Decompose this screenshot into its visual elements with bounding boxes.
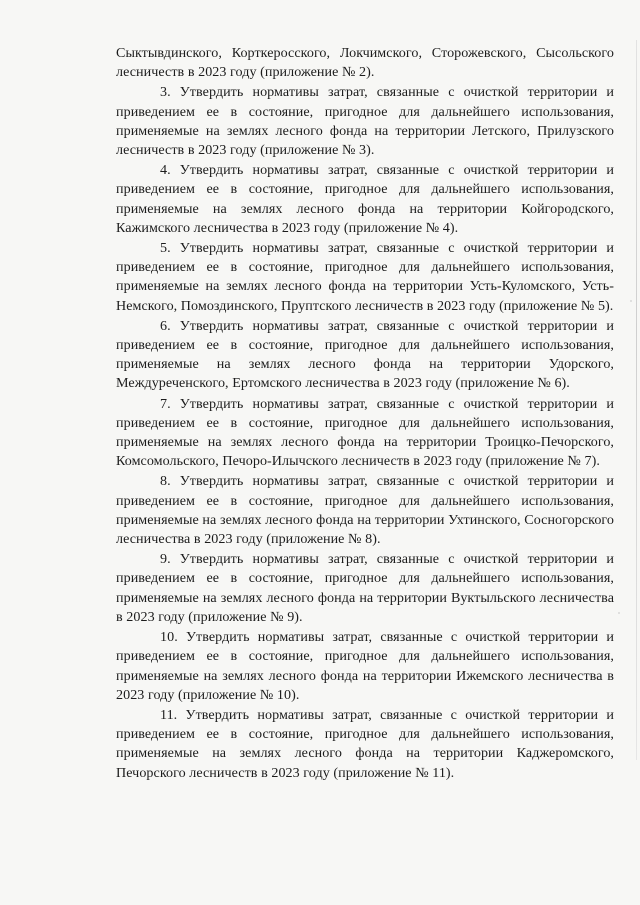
paragraph-item-11: 11. Утвердить нормативы затрат, связанные с очисткой территории и приведением ее в состояние, пригодное для дальнейшего использования, применяемые на землях лесного фонда на территории Каджеромского, Печорского лесничеств в 2023 году (приложение № 11). — [116, 706, 614, 781]
paragraph-item-10: 10. Утвердить нормативы затрат, связанные с очисткой территории и приведением ее в состояние, пригодное для дальнейшего использования, применяемые на землях лесного фонда на территории Ижемского лесничества в 2023 году (приложение № 10). — [116, 629, 614, 703]
paragraph-item-4: 4. Утвердить нормативы затрат, связанные с очисткой территории и приведением ее в состояние, пригодное для дальнейшего использования, применяемые на землях лесного фонда на территории Койгородского, Кажимского лесничества в 2023 году (приложение № 4). — [116, 162, 614, 236]
paragraph-continuation: Сыктывдинского, Корткеросского, Локчимского, Сторожевского, Сысольского лесничеств в 2023 году (приложение № 2). — [116, 45, 614, 81]
scan-speck — [630, 300, 632, 302]
paragraph-item-3: 3. Утвердить нормативы затрат, связанные с очисткой территории и приведением ее в состояние, пригодное для дальнейшего использования, применяемые на землях лесного фонда на территории Летского, Прилузского лесничеств в 2023 году (приложение № 3). — [116, 84, 614, 159]
paragraph-item-5: 5. Утвердить нормативы затрат, связанные с очисткой территории и приведением ее в состояние, пригодное для дальнейшего использования, применяемые на землях лесного фонда на территории Усть-Куломского, Усть-Немского, Помоздинского, Пруптского лесничеств в 2023 году (приложение № 5). — [116, 240, 614, 314]
paragraph-item-9: 9. Утвердить нормативы затрат, связанные с очисткой территории и приведением ее в состояние, пригодное для дальнейшего использования, применяемые на землях лесного фонда на территории Вуктыльского лесничества в 2023 году (приложение № 9). — [116, 551, 614, 625]
scan-speck — [618, 612, 620, 614]
document-body — [116, 44, 614, 784]
paragraph-item-6: 6. Утвердить нормативы затрат, связанные с очисткой территории и приведением ее в состояние, пригодное для дальнейшего использования, применяемые на землях лесного фонда на территории Удорского, Междуреченского, Ертомского лесничества в 2023 году (приложение № 6). — [116, 317, 614, 392]
scan-edge-mark — [636, 40, 637, 760]
paragraph-item-7: 7. Утвердить нормативы затрат, связанные с очисткой территории и приведением ее в состояние, пригодное для дальнейшего использования, применяемые на землях лесного фонда на территории Троицко-Печорского, Комсомольского, Печоро-Илычского лесничеств в 2023 году (приложение № 7). — [116, 395, 614, 470]
paragraph-item-8: 8. Утвердить нормативы затрат, связанные с очисткой территории и приведением ее в состояние, пригодное для дальнейшего использования, применяемые на землях лесного фонда на территории Ухтинского, Сосногорского лесничества в 2023 году (приложение № 8). — [116, 473, 614, 548]
